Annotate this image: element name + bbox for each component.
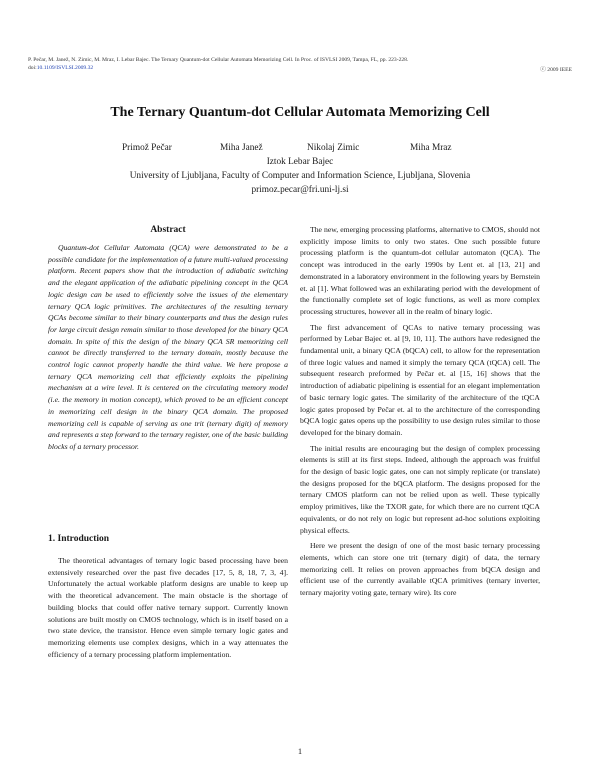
- author-name: Miha Janež: [220, 143, 263, 153]
- body-paragraph: The new, emerging processing platforms, alternative to CMOS, should not explicitly impose limits to only two states. One such possible future processing platform is the quantum-dot cellular automaton (QCA). The concept was introduced in the early 1990s by Lent et. al [13, 21] and demonstrated in a laboratory environment in the following years by Bernstein et. al [1]. What followed was an exhilarating period with the development of the functionally complete set of logic functions, as well as more complex processing structures, however all in the realm of binary logic.: [300, 225, 540, 316]
- body-paragraph: The first advancement of QCAs to native ternary processing was performed by Lebar Bajec et. al [9, 10, 11]. The authors have redesigned the fundamental unit, a binary QCA (bQCA) cell, to allow for the representation of three logic values and named it simply the ternary QCA (tQCA) cell. The subsequent research preformed by Pečar et. al [15, 16] shows that the introduction of adiabatic pipelining is essential for an elegant implementation of basic ternary logic gates. The similarity of the architecture of the tQCA logic gates proposed by Pečar et. al to the architecture of the corresponding bQCA logic gates opens up the possibility to use design rules similar to those developed for the binary domain.: [300, 322, 540, 437]
- author-name: Miha Mraz: [410, 143, 452, 153]
- author-name: Nikolaj Zimic: [307, 143, 360, 153]
- abstract-paragraph: Quantum-dot Cellular Automata (QCA) were demonstrated to be a possible candidate for the implementation of a future multi-valued processing platform. Recent papers show that the introduction of adiabatic switching and the elegant application of the adiabatic pipelining concept in the QCA logic design can be used to efficiently solve the issues of the elementary ternary QCA logic primitives. The architectures of the resulting ternary QCAs become similar to their binary counterparts and thus the design rules for large circuit design remain similar to those developed for the binary QCA domain. In spite of this the design of the binary QCA SR memorizing cell cannot be directly transferred to the ternary domain, mostly because the control logic cannot properly handle the third value. We here propose a ternary QCA memorizing cell that efficiently exploits the pipelining mechanism at a wire level. It is centered on the circulating memory model (i.e. the memory in motion concept), which proved to be an efficient concept in memorizing cell design in the binary QCA domain. The proposed memorizing cell is capable of serving as one trit (ternary digit) of memory and represents a step forward to the ternary register, one of the basic building blocks of a ternary processor.: [48, 243, 288, 451]
- copyright-notice: ⓒ 2009 IEEE: [540, 67, 572, 73]
- affiliation: University of Ljubljana, Faculty of Computer and Information Science, Ljubljana, Slovenia: [129, 171, 471, 181]
- intro-paragraph: The theoretical advantages of ternary logic based processing have been extensively researched over the past five decades [17, 5, 8, 18, 7, 3, 4]. Unfortunately the actual workable platform designs are unable to keep up with the theoretical advancement. The main obstacle is the shortage of building blocks that could offer native ternary support. Currently known solutions are built mostly on CMOS technology, which is in itself based on a two state device, the transistor. Hence even simple ternary logic gates and memorizing elements use complex designs, which in a way attenuates the efficiency of a ternary processing platform implementation.: [48, 556, 288, 659]
- right-column: [300, 224, 540, 599]
- doi-prefix: doi:: [28, 65, 37, 71]
- page-number: 1: [297, 746, 303, 756]
- doi-link[interactable]: 10.1109/ISVLSI.2009.32: [36, 65, 94, 71]
- body-paragraph: Here we present the design of one of the most basic ternary processing elements, which can store one trit (ternary digit) of data, the ternary memorizing cell. It relies on proven approaches from bQCA design and efficient use of the currently available tQCA primitives (ternary inverter, ternary majority voting gate, ternary wire). Its core: [300, 541, 540, 598]
- citation-line: P. Pečar, M. Janež, N. Zimic, M. Mraz, I. Lebar Bajec. The Ternary Quantum-dot Cellular Automata Memorizing Cell. In Proc. of ISVLSI 2009, Tampa, FL, pp. 223-228.: [28, 57, 409, 63]
- body-paragraph: The initial results are encouraging but the design of complex processing elements is still at its first steps. Indeed, although the approach was fruitful for the design of basic logic gates, one can not simply replicate (or translate) the designs proposed for the bQCA platform. The designs proposed for the ternary CMOS platform can not be relied upon as well. These typically employ primitives, like the TXOR gate, for which there are no current tQCA equivalents, or do not rely on logic but represent ad-hoc solutions exploiting physical effects.: [300, 443, 540, 535]
- author-name-line2: Iztok Lebar Bajec: [266, 157, 334, 167]
- author-name: Primož Pečar: [122, 143, 172, 153]
- paper-title: The Ternary Quantum-dot Cellular Automata Memorizing Cell: [110, 105, 490, 120]
- doi-line: [28, 65, 93, 72]
- intro-body: [48, 555, 288, 660]
- email[interactable]: primoz.pecar@fri.uni-lj.si: [251, 185, 349, 195]
- section-heading: 1. Introduction: [48, 534, 110, 544]
- abstract-heading: Abstract: [150, 225, 186, 235]
- abstract-body: [48, 242, 288, 453]
